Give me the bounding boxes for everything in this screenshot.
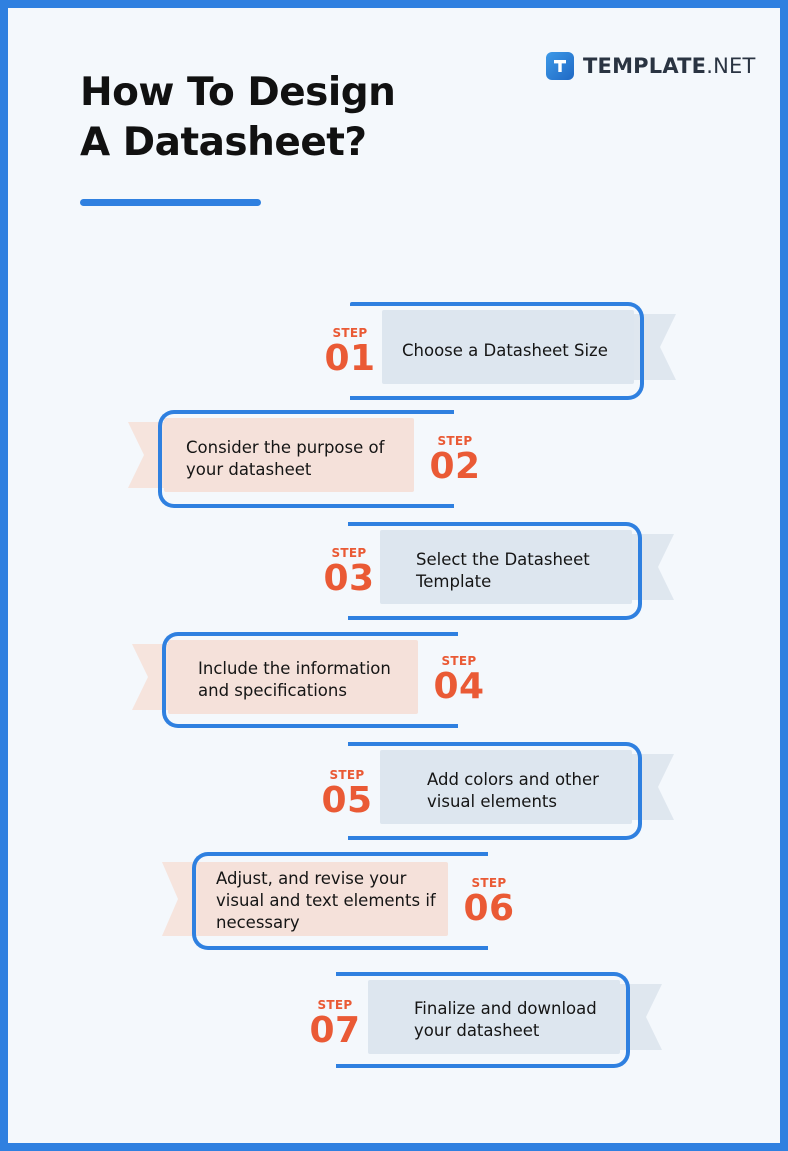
step-01-digits: 01 [324, 338, 376, 379]
step-03-digits: 03 [323, 558, 375, 599]
title-line-1: How To Design [80, 70, 396, 115]
step-04-number [428, 654, 490, 706]
step-07-number [304, 998, 366, 1050]
step-05-digits: 05 [321, 780, 373, 821]
title-line-2: A Datasheet? [80, 120, 367, 165]
step-04-text: Include the information and specifications [198, 659, 391, 700]
step-06-text: Adjust, and revise your visual and text elements if necessary [216, 869, 436, 932]
brand-name [583, 54, 756, 78]
step-04-digits: 04 [433, 666, 485, 707]
step-03-number [318, 546, 380, 598]
step-05-number [316, 768, 378, 820]
step-02-label: STEP [437, 434, 473, 448]
step-01-label: STEP [332, 326, 368, 340]
title-underline [80, 199, 261, 206]
brand-name-light: .NET [706, 54, 756, 78]
step-07-text: Finalize and download your datasheet [414, 999, 597, 1040]
page-title [80, 68, 395, 168]
step-06-digits: 06 [463, 888, 515, 929]
brand-name-bold: TEMPLATE [583, 54, 707, 78]
step-01-text: Choose a Datasheet Size [402, 341, 608, 360]
step-02-digits: 02 [429, 446, 481, 487]
step-07-label: STEP [317, 998, 353, 1012]
step-05-text: Add colors and other visual elements [427, 770, 599, 811]
step-05-label: STEP [329, 768, 365, 782]
step-03-text: Select the Datasheet Template [416, 550, 590, 591]
step-01-number [320, 326, 380, 378]
step-02-number [424, 434, 486, 486]
step-07-digits: 07 [309, 1010, 361, 1051]
step-02-text: Consider the purpose of your datasheet [186, 438, 385, 479]
brand-logo [546, 52, 756, 80]
t-letter-icon [546, 52, 574, 80]
step-03-label: STEP [331, 546, 367, 560]
step-06-number [458, 876, 520, 928]
step-06-label: STEP [471, 876, 507, 890]
step-04-label: STEP [441, 654, 477, 668]
